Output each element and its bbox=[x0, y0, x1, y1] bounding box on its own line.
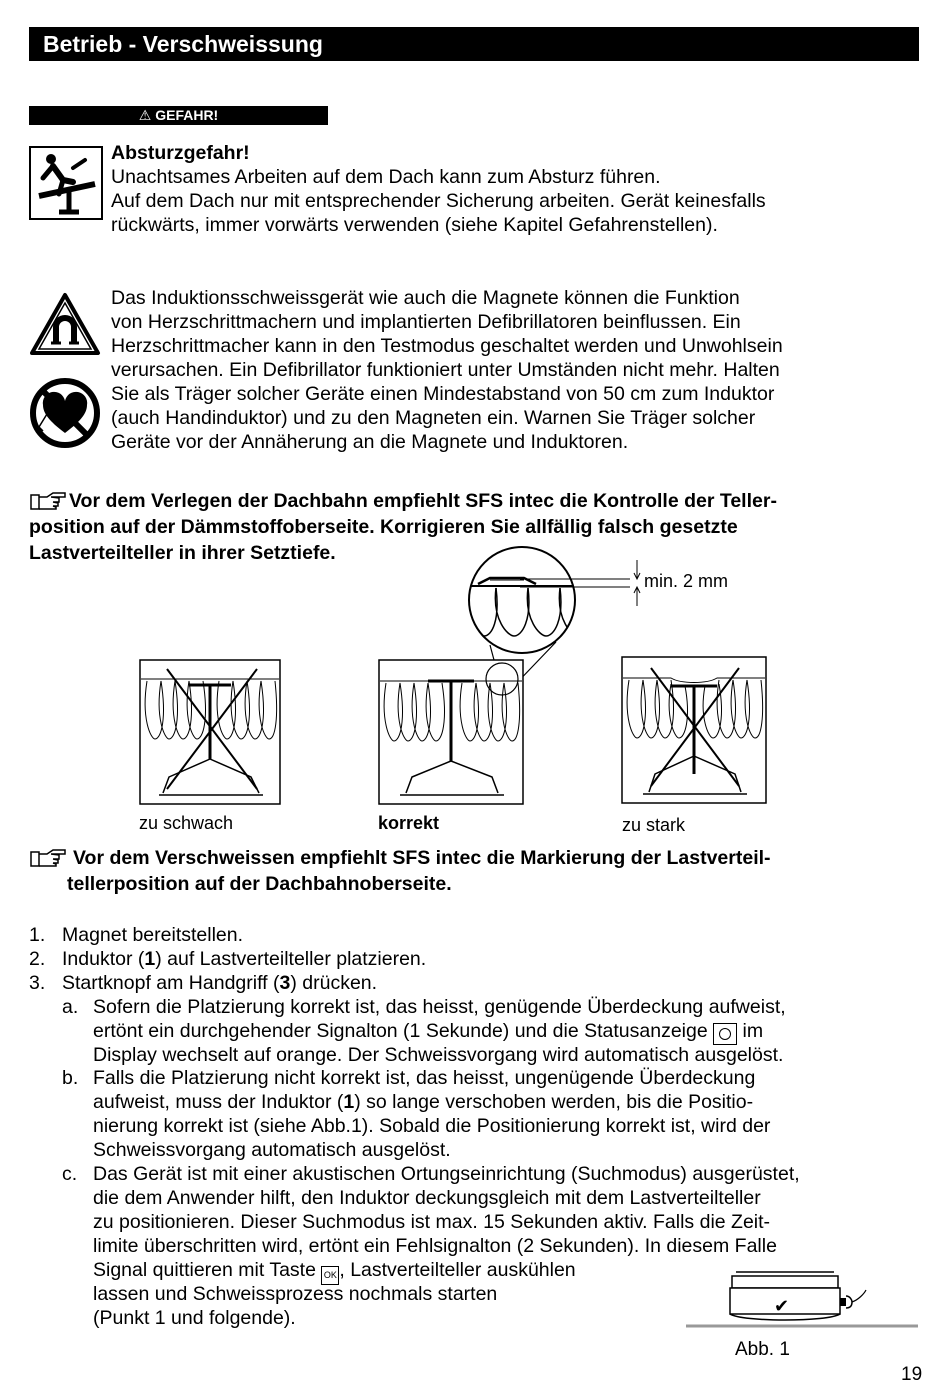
measure-label: min. 2 mm bbox=[644, 571, 729, 591]
step-1-number: 1. bbox=[29, 924, 46, 946]
magnet-warning-line-2: von Herzschrittmachern und implantierten Defibrillatoren beinflussen. Ein bbox=[111, 311, 741, 333]
magnet-warning-line-3: Herzschrittmacher kann in den Testmodus geschaltet werden und Unwohlsein bbox=[111, 335, 783, 357]
substep-c-line-5: Signal quittieren mit Taste OK , Lastverteilteller auskühlen bbox=[93, 1259, 576, 1285]
panel-too-weak bbox=[139, 659, 281, 805]
caption-too-strong: zu stark bbox=[622, 815, 686, 835]
fall-hazard-icon bbox=[29, 146, 103, 220]
substep-a-line-3: Display wechselt auf orange. Der Schweissvorgang wird automatisch ausgelöst. bbox=[93, 1044, 784, 1066]
inductor-device-figure bbox=[686, 1266, 920, 1330]
page-number: 19 bbox=[901, 1364, 923, 1385]
hint-1-line-3: Lastverteilteller in ihrer Setztiefe. bbox=[29, 542, 336, 564]
caption-correct: korrekt bbox=[378, 813, 440, 833]
substep-c-line-3: zu positionieren. Dieser Suchmodus ist max. 15 Sekunden aktiv. Falls die Zeit- bbox=[93, 1211, 771, 1233]
ok-key-icon: OK bbox=[321, 1266, 339, 1285]
caption-too-weak: zu schwach bbox=[139, 813, 234, 833]
substep-a-label: a. bbox=[62, 996, 79, 1018]
panel-correct bbox=[378, 659, 524, 805]
check-mark-icon: ✔ bbox=[774, 1296, 790, 1316]
fall-hazard-line-3: rückwärts, immer vorwärts verwenden (siehe Kapitel Gefahrenstellen). bbox=[111, 214, 718, 236]
fall-hazard-line-2: Auf dem Dach nur mit entsprechender Sicherung arbeiten. Gerät keinesfalls bbox=[111, 190, 766, 212]
magnet-warning-line-4: verursachen. Ein Defibrillator funktioniert unter Umständen nicht mehr. Halten bbox=[111, 359, 780, 381]
magnetic-field-warning-icon bbox=[29, 291, 101, 357]
danger-label: ⚠ GEFAHR! bbox=[29, 106, 328, 125]
hint-2-line-1: Vor dem Verschweissen empfiehlt SFS intec die Markierung der Lastverteil- bbox=[73, 847, 771, 869]
hint-1-line-1: Vor dem Verlegen der Dachbahn empfiehlt SFS intec die Kontrolle der Teller- bbox=[69, 490, 777, 512]
substep-b-line-2: aufweist, muss der Induktor (1) so lange verschoben werden, bis die Positio- bbox=[93, 1091, 754, 1113]
step-2-number: 2. bbox=[29, 948, 46, 970]
magnet-warning-line-1: Das Induktionsschweissgerät wie auch die Magnete können die Funktion bbox=[111, 287, 740, 309]
substep-b-line-4: Schweissvorgang automatisch ausgelöst. bbox=[93, 1139, 451, 1161]
substep-a-line-1: Sofern die Platzierung korrekt ist, das heisst, genügende Überdeckung aufweist, bbox=[93, 996, 786, 1018]
step-2: Induktor (1) auf Lastverteilteller platzieren. bbox=[62, 948, 427, 970]
pointing-hand-icon bbox=[29, 491, 67, 511]
magnet-warning-line-6: (auch Handinduktor) und zu den Magneten ein. Warnen Sie Träger solcher bbox=[111, 407, 756, 429]
section-title: Betrieb - Verschweissung bbox=[29, 27, 919, 61]
magnet-warning-line-7: Geräte vor der Annäherung an die Magnete und Induktoren. bbox=[111, 431, 629, 453]
substep-a-line-2: ertönt ein durchgehender Signalton (1 Sekunde) und die Statusanzeige im bbox=[93, 1020, 763, 1045]
step-3: Startknopf am Handgriff (3) drücken. bbox=[62, 972, 378, 994]
substep-c-line-4: limite überschritten wird, ertönt ein Fehlsignalton (2 Sekunden). In diesem Falle bbox=[93, 1235, 777, 1257]
step-1: Magnet bereitstellen. bbox=[62, 924, 244, 946]
substep-c-line-7: (Punkt 1 und folgende). bbox=[93, 1307, 296, 1329]
substep-b-line-1: Falls die Platzierung nicht korrekt ist, das heisst, ungenügende Überdeckung bbox=[93, 1067, 756, 1089]
substep-c-line-2: die dem Anwender hilft, den Induktor deckungsgleich mit dem Lastverteilteller bbox=[93, 1187, 761, 1209]
hint-2-line-2: tellerposition auf der Dachbahnoberseite. bbox=[67, 873, 452, 895]
pointing-hand-icon bbox=[29, 848, 67, 868]
fall-hazard-title: Absturzgefahr! bbox=[111, 142, 250, 164]
substep-c-line-1: Das Gerät ist mit einer akustischen Ortungseinrichtung (Suchmodus) ausgerüstet, bbox=[93, 1163, 800, 1185]
substep-b-label: b. bbox=[62, 1067, 79, 1089]
step-3-number: 3. bbox=[29, 972, 46, 994]
figure-label: Abb. 1 bbox=[735, 1339, 790, 1360]
substep-b-line-3: nierung korrekt ist (siehe Abb.1). Sobald die Positionierung korrekt ist, wird der bbox=[93, 1115, 771, 1137]
fall-hazard-line-1: Unachtsames Arbeiten auf dem Dach kann zum Absturz führen. bbox=[111, 166, 661, 188]
warning-triangle-icon: ⚠ bbox=[138, 107, 152, 123]
substep-c-label: c. bbox=[62, 1163, 78, 1185]
substep-c-line-6: lassen und Schweissprozess nochmals starten bbox=[93, 1283, 498, 1305]
status-indicator-icon bbox=[713, 1023, 737, 1045]
magnet-warning-line-5: Sie als Träger solcher Geräte einen Mindestabstand von 50 cm zum Induktor bbox=[111, 383, 775, 405]
hint-1-line-2: position auf der Dämmstoffoberseite. Korrigieren Sie allfällig falsch gesetzte bbox=[29, 516, 738, 538]
panel-too-strong bbox=[621, 656, 767, 804]
no-pacemaker-icon bbox=[29, 377, 101, 449]
